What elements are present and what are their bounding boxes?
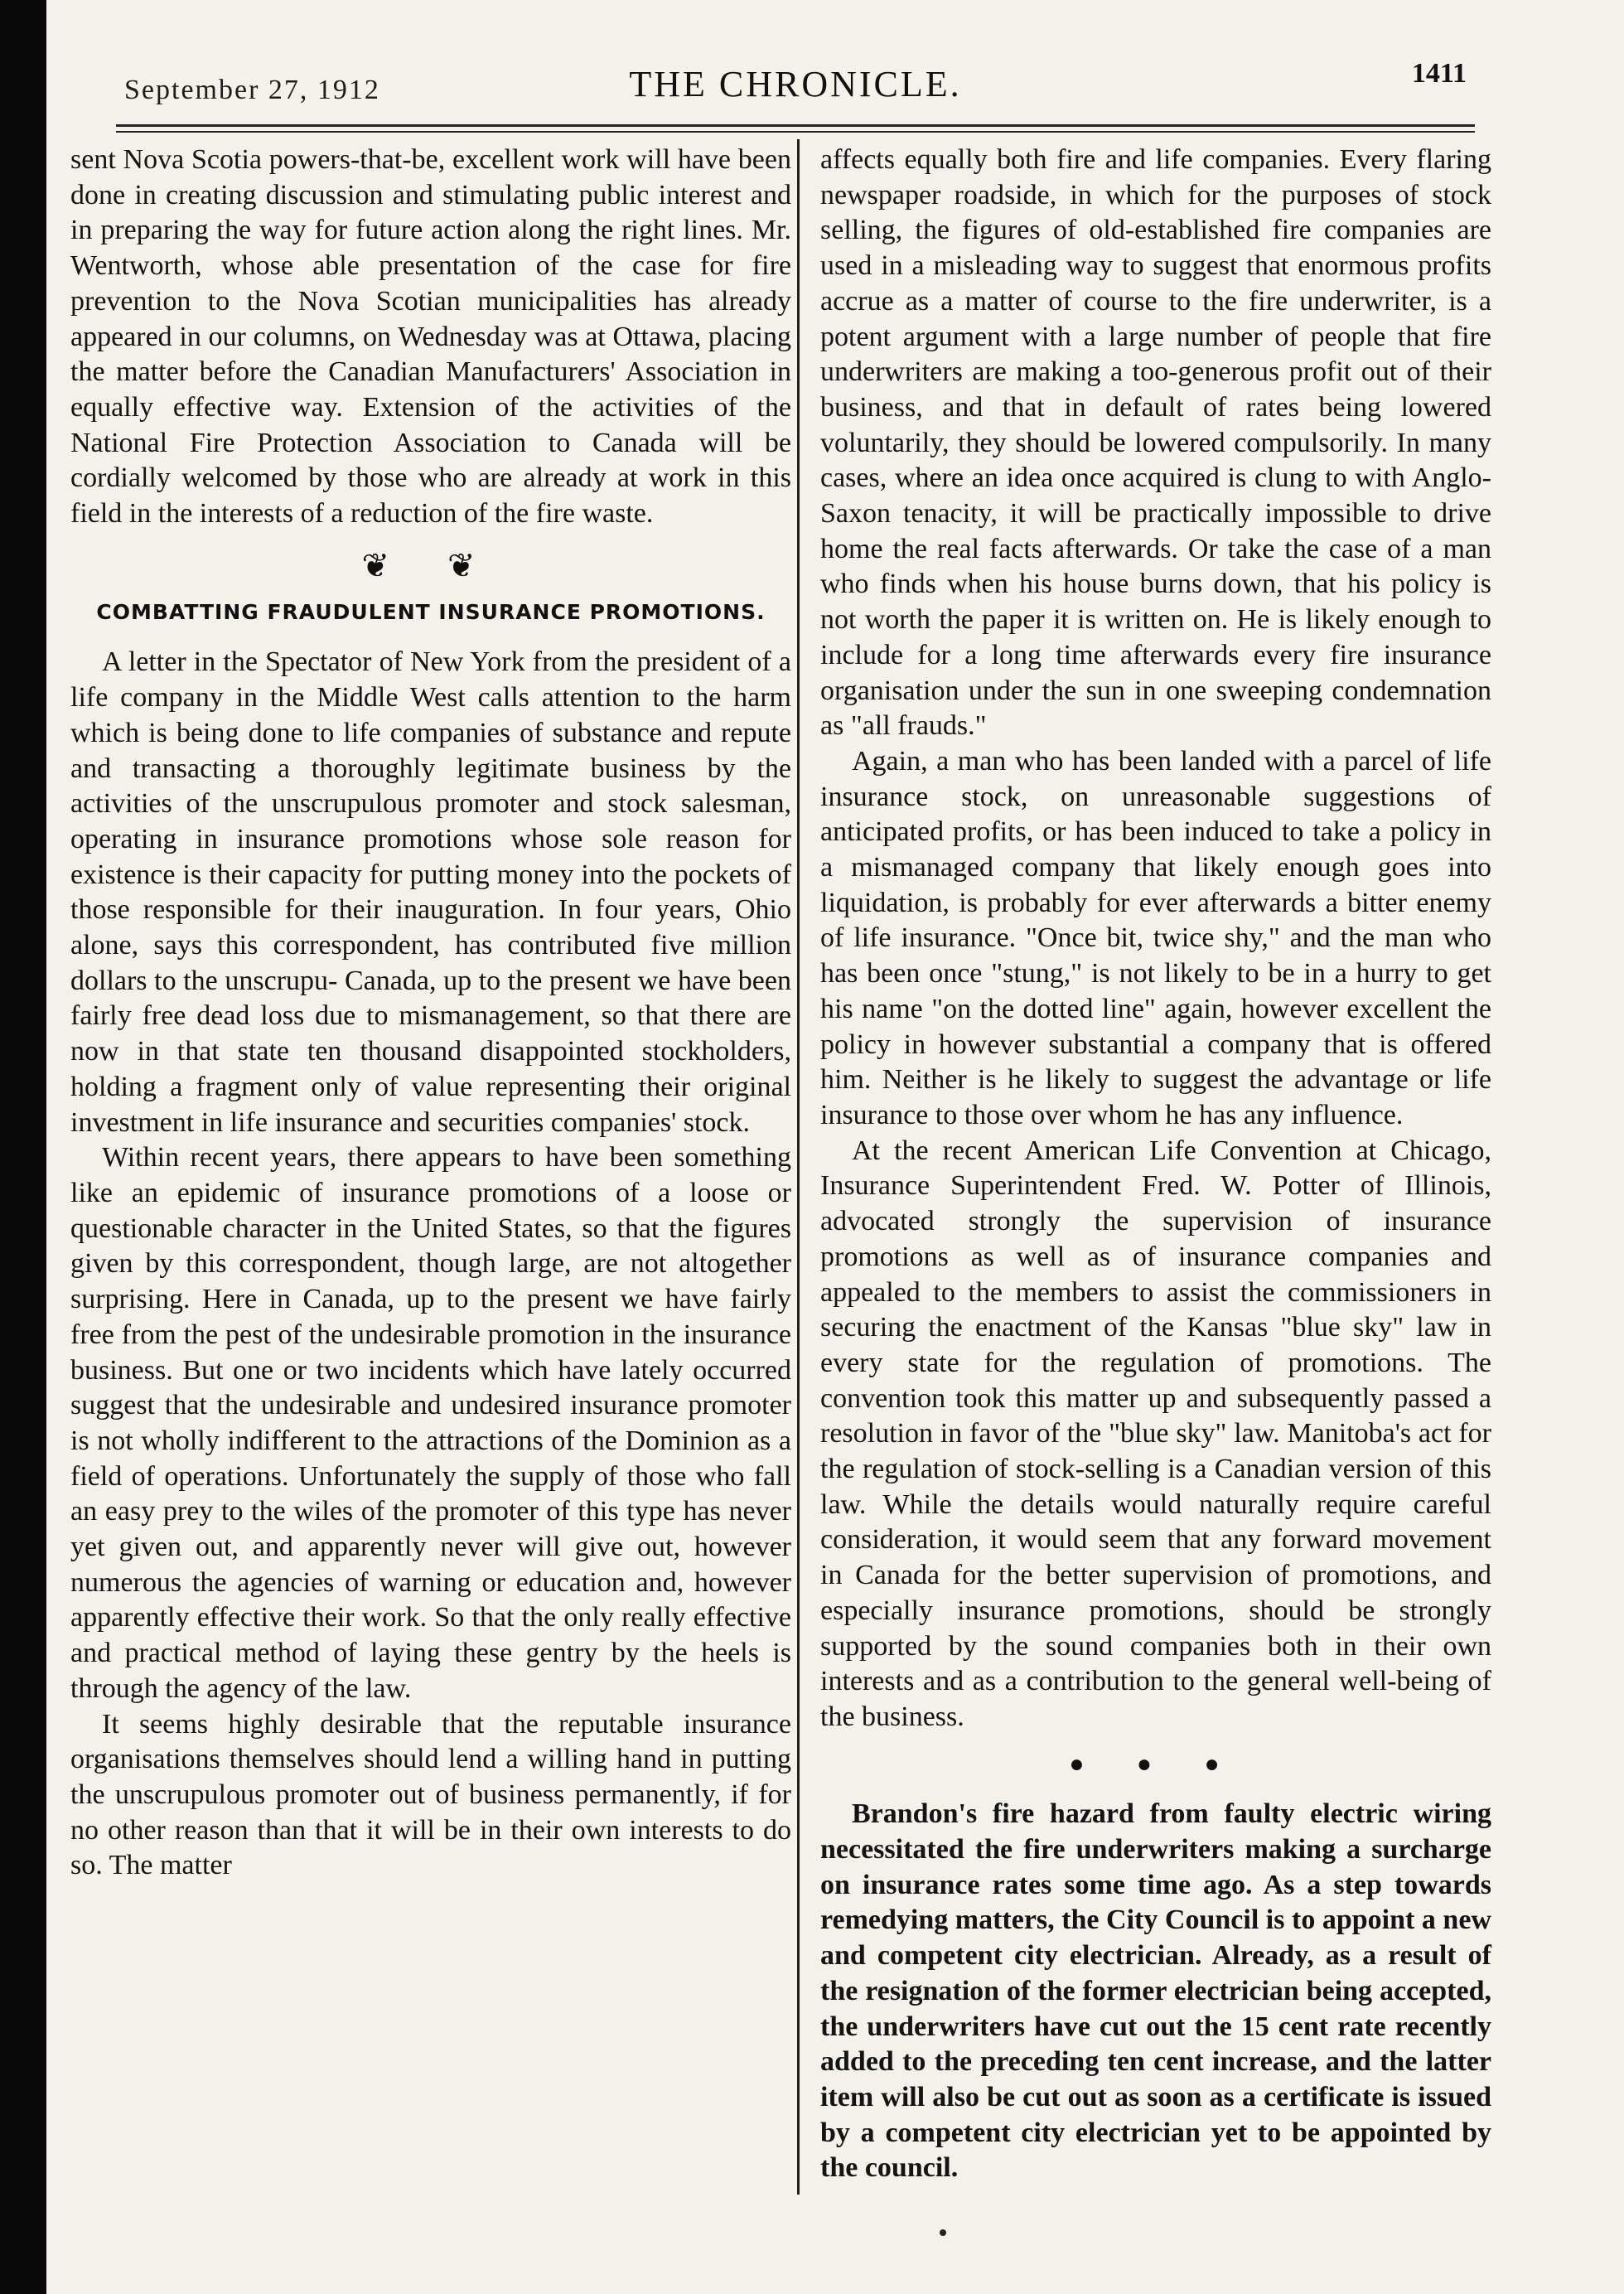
intro-paragraph: sent Nova Scotia powers-that-be, excellent work will have been done in creating discussion and stimulating public interest and in preparing the way for future action along the right lines. Mr. Wentworth, whose able presentation of the case for fire prevention to the Nova Scotian municipalities has already appeared in our columns, on Wednesday was at Ottawa, placing the matter before the Canadian Manufacturers' Association in equally effective way. Extension of the activities of the National Fire Protection Association to Canada will be cordially welcomed by those who are already at work in this field in the interests of a reduction of the fire waste.	[70, 144, 791, 530]
article-paragraph: affects equally both fire and life companies. Every flaring newspaper roadside, in which for the purposes of stock selling, the figures of old-established fire companies are used in a misleading way to suggest that enormous profits accrue as a matter of course to the fire underwriter, is a potent argument with a large number of people that fire underwriters are making a too-generous profit out of their business, and that in default of rates being lowered voluntarily, they should be lowered compulsorily. In many cases, where an idea once acquired is clung to with Anglo-Saxon tenacity, it will be practically impossible to drive home the real facts afterwards. Or take the case of a man who finds when his house burns down, that his policy is not worth the paper it is written on. He is likely enough to include for a long time afterwards every fire insurance organisation under the sun in one sweeping condemnation as "all frauds."	[820, 144, 1491, 742]
page-number: 1411	[1411, 58, 1467, 89]
section-separator: ● ● ●	[1069, 1750, 1243, 1778]
section-ornament: ❦ ❦	[361, 546, 500, 584]
article-paragraph: Again, a man who has been landed with a parcel of life insurance stock, on unreasonable suggestions of anticipated profits, or has been induced to take a policy in a mismanaged company that likely enough goes into liquidation, is probably for ever afterwards a bitter enemy of life insurance. "Once bit, twice shy," and the man who has been once "stung," is not likely to be in a hurry to get his name "on the dotted line" again, however excellent the policy in however substantial a company that is offered him. Neither is he likely to suggest the advantage or life insurance to those over whom he has any influence.	[820, 745, 1491, 1130]
header-rule-thin	[116, 131, 1475, 133]
column-divider	[797, 139, 800, 2195]
left-column	[70, 143, 791, 1884]
issue-date: September 27, 1912	[124, 75, 380, 105]
article-heading: COMBATTING FRAUDULENT INSURANCE PROMOTIONS.	[96, 600, 766, 625]
article-paragraph: It seems highly desirable that the reputable insurance organisations themselves should lend a willing hand in putting the unscrupulous promoter out of business permanently, if for no other reason than that it will be in their own interests to do so. The matter	[70, 1708, 791, 1881]
article-paragraph: At the recent American Life Convention at Chicago, Insurance Superintendent Fred. W. Potter of Illinois, advocated strongly the supervision of insurance promotions as well as of insurance companies and appealed to the members to assist the commissioners in securing the enactment of the Kansas "blue sky" law in every state for the regulation of promotions. The convention took this matter up and subsequently passed a resolution in favor of the "blue sky" law. Manitoba's act for the regulation of stock-selling is a Canadian version of this law. While the details would naturally require careful consideration, it would seem that any forward movement in Canada for the better supervision of promotions, and especially insurance promotions, should be strongly supported by the sound companies both in their own interests and as a contribution to the general well-being of the business.	[820, 1135, 1491, 1732]
news-item-paragraph: Brandon's fire hazard from faulty electric wiring necessitated the fire underwriters making a surcharge on insurance rates some time ago. As a step towards remedying matters, the City Council is to appoint a new and competent city electrician. Already, as a result of the resignation of the former electrician being accepted, the underwriters have cut out the 15 cent rate recently added to the preceding ten cent increase, and the latter item will also be cut out as soon as a certificate is issued by a competent city electrician yet to be appointed by the council.	[820, 1798, 1491, 2184]
publication-title: THE CHRONICLE.	[629, 64, 962, 104]
header-rule	[116, 124, 1475, 127]
right-column	[820, 143, 1491, 2186]
article-paragraph: A letter in the Spectator of New York from the president of a life company in the Middle West calls attention to the harm which is being done to life companies of substance and repute and transacting a thoroughly legitimate business by the activities of the unscrupulous promoter and stock salesman, operating in insurance promotions whose sole reason for existence is their capacity for putting money into the pockets of those responsible for their inauguration. In four years, Ohio alone, says this correspondent, has contributed five million dollars to the unscrupu- Canada, up to the present we have been fairly free dead loss due to mismanagement, so that there are now in that state ten thousand disappointed stockholders, holding a fragment only of value representing their original investment in life insurance and securities companies' stock.	[70, 646, 791, 1138]
article-paragraph: Within recent years, there appears to have been something like an epidemic of insurance promotions of a loose or questionable character in the United States, so that the figures given by this correspondent, though large, are not altogether surprising. Here in Canada, up to the present we have fairly free from the pest of the undesirable promotion in the insurance business. But one or two incidents which have lately occurred suggest that the undesirable and undesired insurance promoter is not wholly indifferent to the attractions of the Dominion as a field of operations. Unfortunately the supply of those who fall an easy prey to the wiles of the promoter of this type has never yet given out, and apparently never will give out, however numerous the agencies of warning or education and, however apparently effective their work. So that the only really effective and practical method of laying these gentry by the heels is through the agency of the law.	[70, 1142, 791, 1704]
print-mark	[940, 2229, 946, 2236]
page-header	[124, 58, 1467, 116]
